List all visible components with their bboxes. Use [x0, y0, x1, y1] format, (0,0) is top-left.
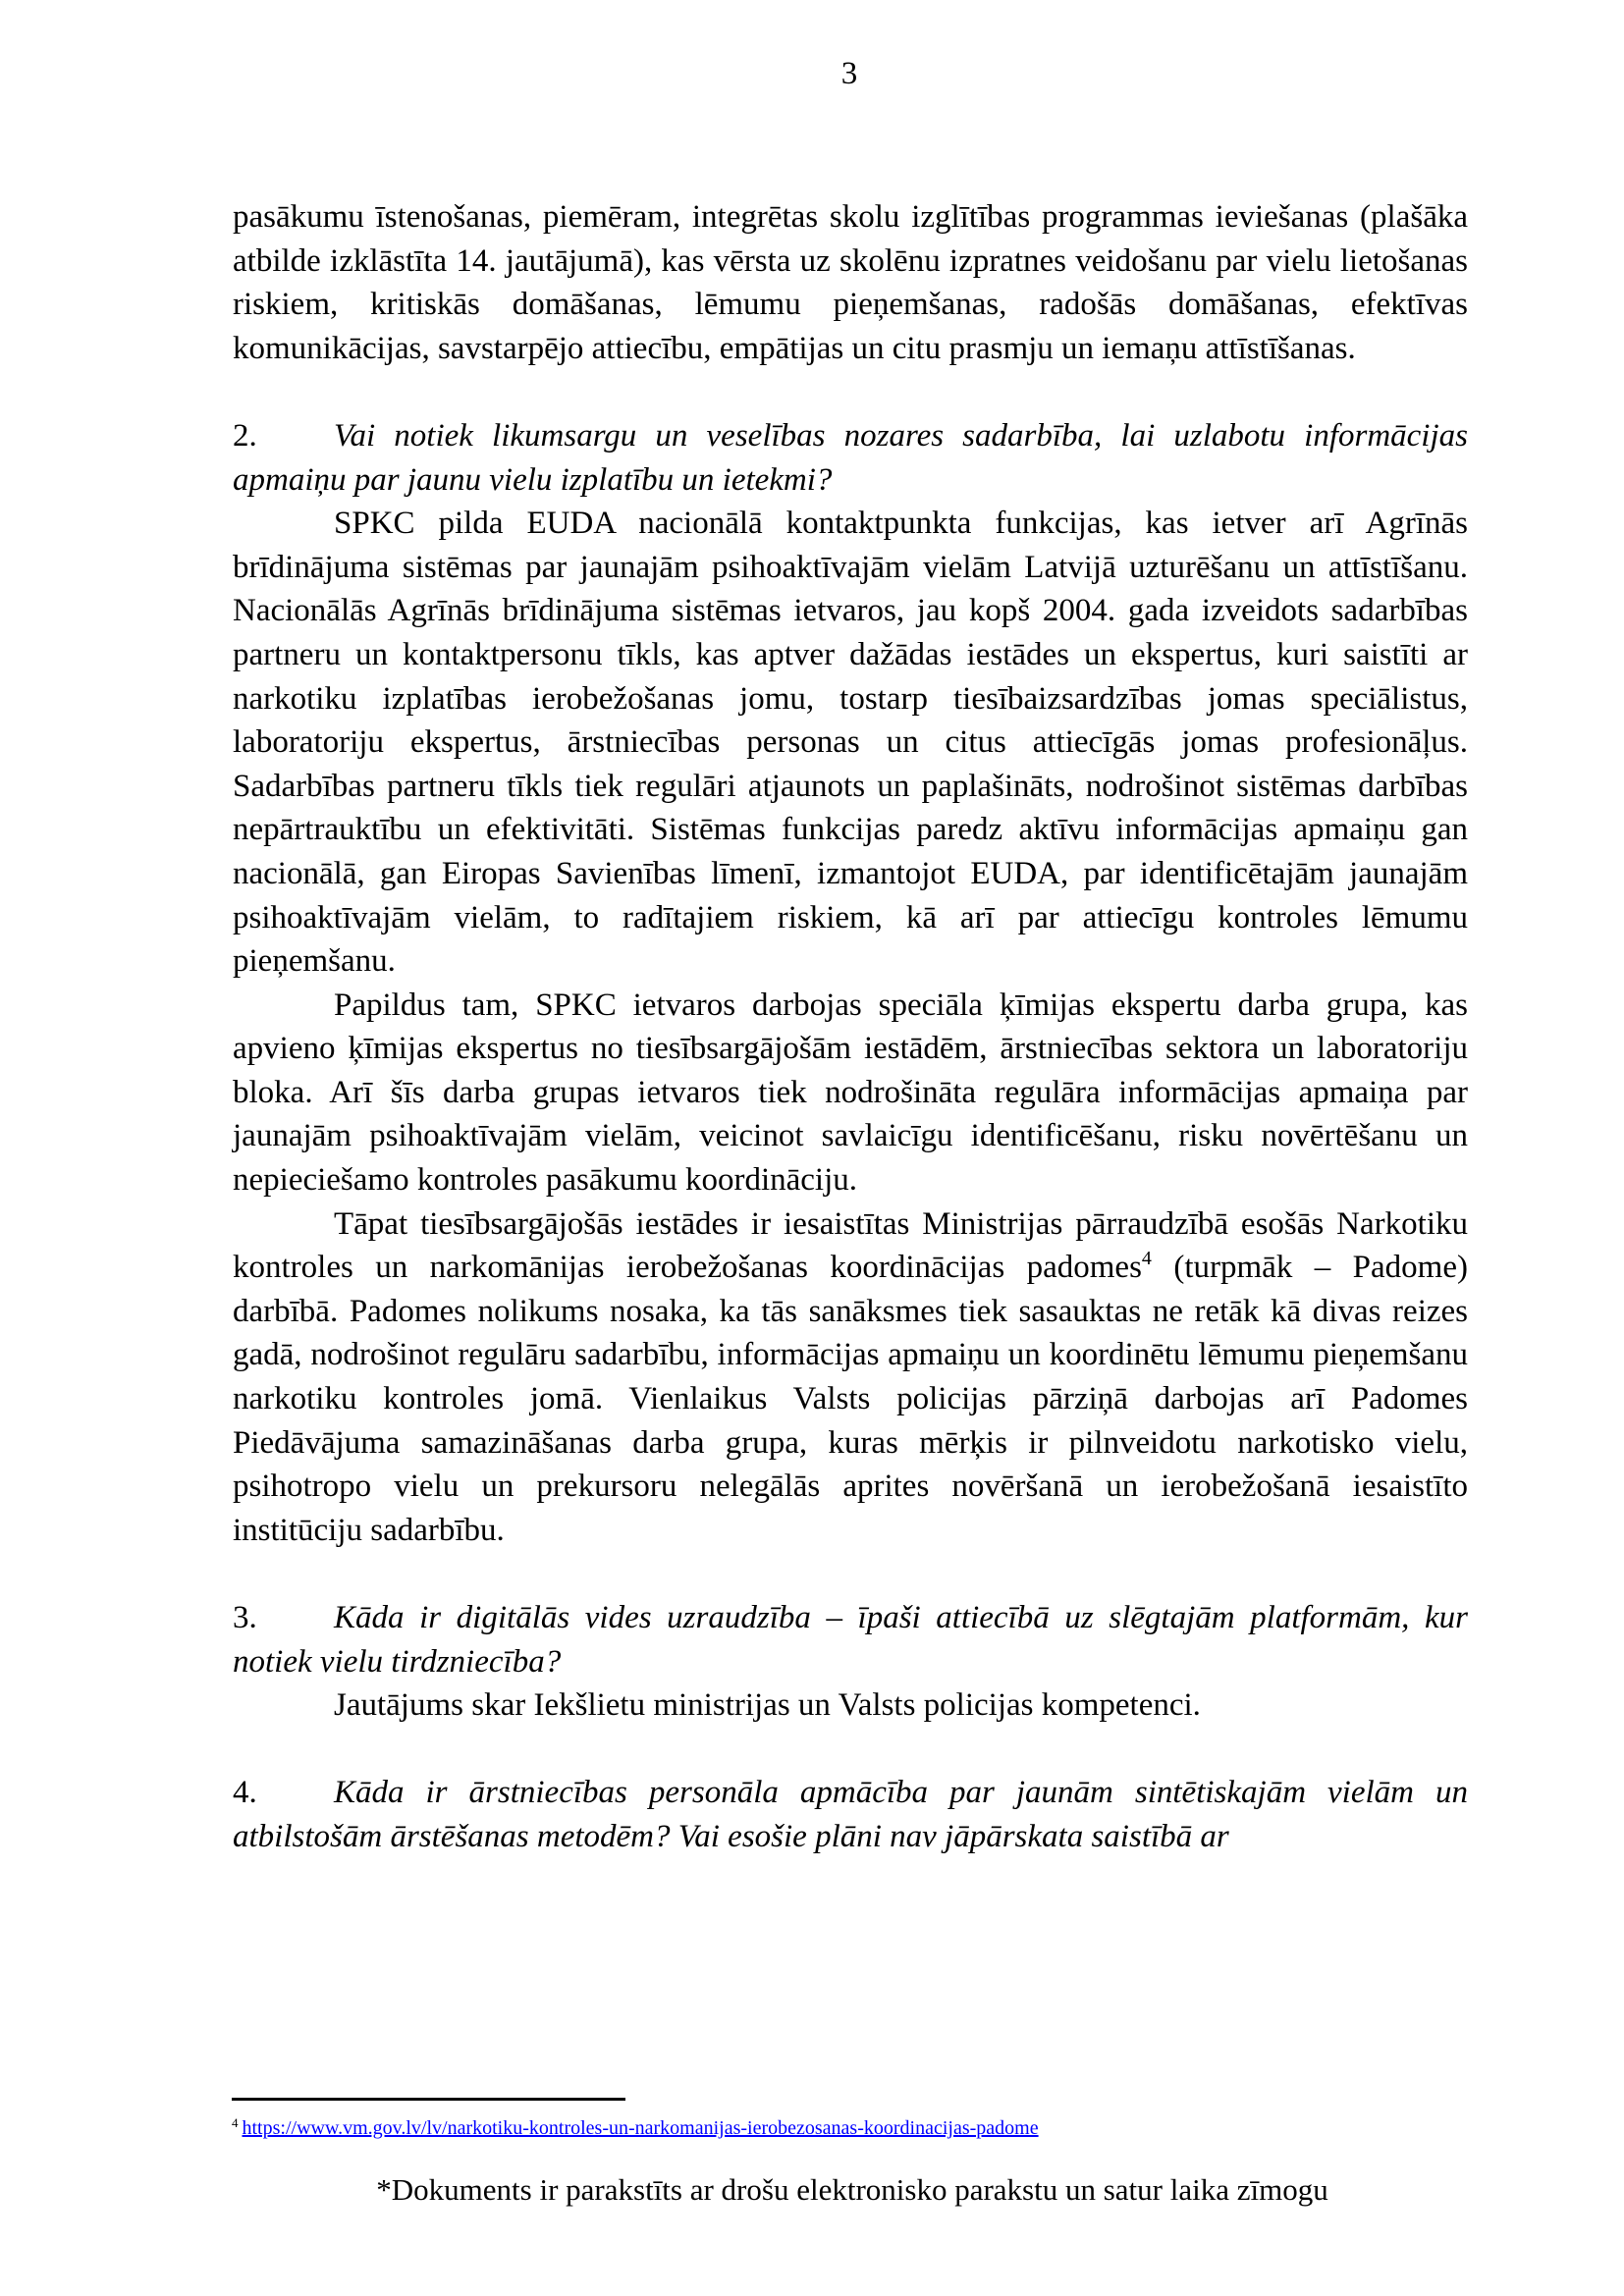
question-4 — [233, 1771, 1468, 1858]
question-2-text: Vai notiek likumsargu un veselības nozares sadarbība, lai uzlabotu informācijas apmaiņu par jaunu vielu izplatību un ietekmi? — [233, 417, 1468, 498]
answer-3: Jautājums skar Iekšlietu ministrijas un Valsts policijas kompetenci. — [334, 1687, 1201, 1724]
section1-continuation: pasākumu īstenošanas, piemēram, integrētas skolu izglītības programmas ieviešanas (plašāka atbilde izklāstīta 14. jautājumā), kas vērsta uz skolēnu izpratnes veidošanu par vielu lietošanas riskiem, kritiskās domāšanas, lēmumu pieņemšanas, radošās domāšanas, efektīvas komunikācijas, savstarpējo attiecību, empātijas un citu prasmju un iemaņu attīstīšanas. — [233, 199, 1468, 366]
question-3 — [233, 1596, 1468, 1683]
question-4-text: Kāda ir ārstniecības personāla apmācība par jaunām sintētiskajām vielām un atbilstošām ārstēšanas metodēm? Vai esošie plāni nav jāpārskata saistībā ar — [233, 1775, 1468, 1854]
document-body — [233, 195, 1468, 1859]
footnote-link[interactable]: https://www.vm.gov.lv/lv/narkotiku-kontroles-un-narkomanijas-ierobezosanas-koordinacijas-padome — [242, 2117, 1039, 2139]
answer-2-paragraph-3 — [233, 1202, 1468, 1553]
footnote-4 — [232, 2115, 1039, 2141]
footnote-reference[interactable]: 4 — [1141, 1248, 1152, 1270]
answer-2-paragraph-2: Papildus tam, SPKC ietvaros darbojas speciāla ķīmijas ekspertu darba grupa, kas apvieno ķīmijas ekspertus no tiesībsargājošām iestādēm, ārstniecības sektora un laboratoriju bloka. Arī šīs darba grupas ietvaros tiek nodrošināta regulāra informācijas apmaiņa par jaunajām psihoaktīvajām vielām, veicinot savlaicīgu identificēšanu, risku novērtēšanu un nepieciešamo kontroles pasākumu koordināciju. — [233, 987, 1468, 1199]
question-4-number: 4. — [233, 1775, 257, 1811]
question-2-number: 2. — [233, 417, 257, 454]
blank-line — [233, 1728, 1468, 1772]
blank-line — [233, 370, 1468, 414]
page-number: 3 — [840, 56, 858, 91]
question-2 — [233, 414, 1468, 502]
footnote-marker: 4 — [232, 2115, 239, 2130]
answer-2-paragraph-3-part-1: Tāpat tiesībsargājošās iestādes ir iesaistītas Ministrijas pārraudzībā esošās Narkotiku kontroles un narkomānijas ierobežošanas koordinācijas padomes — [233, 1205, 1468, 1286]
answer-2-paragraph-1: SPKC pilda EUDA nacionālā kontaktpunkta funkcijas, kas ietver arī Agrīnās brīdinājuma sistēmas par jaunajām psihoaktīvajām vielām Latvijā uzturēšanu un attīstīšanu. Nacionālās Agrīnās brīdinājuma sistēmas ietvaros, jau kopš 2004. gada izveidots sadarbības partneru un kontaktpersonu tīkls, kas aptver dažādas iestādes un ekspertus, kuri saistīti ar narkotiku izplatības ierobežošanas jomu, tostarp tiesībaizsardzības jomas speciālistus, laboratoriju ekspertus, ārstniecības personas un citus attiecīgās jomas profesionāļus. Sadarbības partneru tīkls tiek regulāri atjaunots un paplašināts, nodrošinot sistēmas darbības nepārtrauktību un efektivitāti. Sistēmas funkcijas paredz aktīvu informācijas apmaiņu gan nacionālā, gan Eiropas Savienības līmenī, izmantojot EUDA, par identificētajām jaunajām psihoaktīvajām vielām, to radītajiem riskiem, kā arī par attiecīgu kontroles lēmumu pieņemšanu. — [233, 506, 1468, 980]
footnote-separator — [232, 2098, 625, 2101]
answer-2-paragraph-3-part-2: (turpmāk – Padome) darbībā. Padomes nolikums nosaka, ka tās sanāksmes tiek sasauktas ne retāk kā divas reizes gadā, nodrošinot regulāru sadarbību, informācijas apmaiņu un koordinētu lēmumu pieņemšanu narkotiku kontroles jomā. Vienlaikus Valsts policijas pārziņā darbojas arī Padomes Piedāvājuma samazināšanas darba grupa, kuras mērķis ir pilnveidotu narkotisko vielu, psihotropo vielu un prekursoru nelegālās aprites novēršanā un ierobežošanā iesaistīto institūciju sadarbību. — [233, 1250, 1468, 1548]
signature-note: *Dokuments ir parakstīts ar drošu elektronisko parakstu un satur laika zīmogu — [376, 2172, 1328, 2207]
question-3-number: 3. — [233, 1600, 257, 1635]
blank-line — [233, 1552, 1468, 1596]
question-3-text: Kāda ir digitālās vides uzraudzība – īpaši attiecībā uz slēgtajām platformām, kur notiek vielu tirdzniecība? — [233, 1600, 1468, 1680]
